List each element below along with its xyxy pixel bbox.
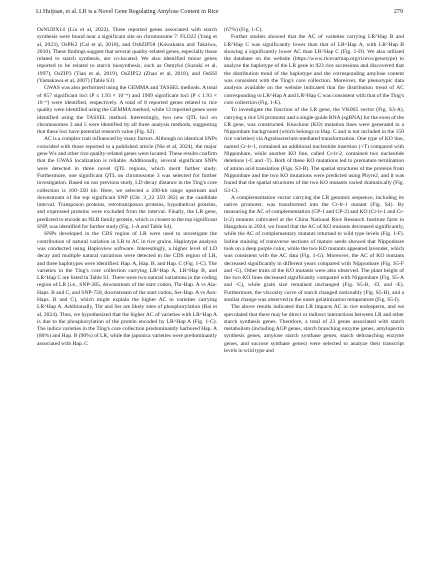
running-title: Li Huijuan, et al. LR is a Novel Gene Regulating Amylose Content in Rice bbox=[36, 9, 219, 15]
paragraph: (67%) (Fig. 1-C). bbox=[224, 27, 263, 33]
paragraph: OsNUDX14 (Liu et al, 2022). Three reported genes associated with starch synthesis were found near a significant site on chromosome 7: FLO22 (Yang et al, 2023), OsPK2 (Cai et al, 2018), and OsbZIP58 (Kawakatsu and Takaiwa, 2010). These findings suggest that several quality-related genes, especially those related to starch synthesis, are co-located. We also identified minor genes reported to be related to starch biosynthesis, such as Osmyb4 (Suzuki et al, 1997), OsZIP3 (Tian et al, 2019), OsZIP52 (Zhao et al, 2018), and OsSSI (Yamakawa et al, 2007) (Table S3). bbox=[37, 27, 217, 85]
paragraph: AC is a complex trait influenced by many factors. Although no identical SNPs coincided with those reported in a published article (Nie et al, 2024), the major gene Wx and other rice quality-related genes were located. These results confirm that the GWAS localization is reliable. Additionally, several significant SNPs were detected in three novel QTL regions, which merit further study. Furthermore, one significant QTL on chromosome 3 was selected for further investigation. Based on our previous study, LD decay distance in the Ting's core collection is 100–350 kb. Here, we selected a 200-kb range upstream and downstream of the top significant SNP (Chr. 3_22 359 382) as the candidate interval. Transposon proteins, retrotransposon proteins, hypothetical proteins, and expressed proteins were excluded from the interval. Finally, the LR gene, predicted to encode an NLR family protein, which is closest to the top significant SNP, was identified for further study (Fig. 1-A and Table S4). bbox=[37, 136, 217, 231]
running-header bbox=[36, 6, 407, 18]
paragraph: A complementation vector carrying the LR genomic sequence, including its native promoter, was transformed into the Cr-lr-1 mutant (Fig. S4). By measuring the AC of complementation (CP-1 and CP-2) and KO (Cr-lr-1 and Cr-lr-2) mutants cultivated at the China National Rice Research Institute farm in Hangzhou in 2024, we found that the AC of KO mutants decreased significantly, while the AC of complementary mutants returned to wild type levels (Fig. 1-F). Iodine staining of transverse sections of mature seeds showed that Nipponbare took on a deep purple color, while the two KO mutants appeared lavender, which was consistent with the AC data (Fig. 1-G). Moreover, the AC of KO mutants decreased significantly in different years compared with Nipponbare (Fig. S5-F and -G). Other traits of the KO mutants were also observed. The plant height of the two KO lines decreased significantly compared with Nipponbare (Fig. S5-A and -C), while grain size remained unchanged (Fig. S5-B, -D, and -E). Furthermore, the viscosity curve of starch changed noticeably (Fig. S5-H), and a similar change was observed in the onset gelatinization temperature (Fig. S5-I). bbox=[224, 194, 404, 303]
paragraph: SNPs developed in the CDS region of LR were used to investigate the contribution of natural variation in LR to AC in rice grains. Haplotype analysis was conducted using Haploview software. Interestingly, a higher level of LD decay and multiple natural variations were detected in the CDS region of LR, and three haplotypes were identified: Hap. A, Hap. B, and Hap. C (Fig. 1-C). The varieties in the Ting's core collection carrying LR^Hap A, LR^Hap B, and LR^Hap C are listed in Table S1. There were two natural variations in the coding region of LR (i.e., SNP-385, downstream of the start codon, Thr-Hap. A vs Ala-Haps. B and C, and SNP-758, downstream of the start codon, Ser-Hap. A vs Asn-Haps. B and C), which might explain the higher AC in varieties carrying LR^Hap A. Additionally, Thr and Ser are likely sites of phosphorylation (Bai et al, 2024). Thus, we hypothesized that the higher AC of varieties with LR^Hap A is due to the phosphorylation of the protein encoded by LR^Hap A (Fig. 1-C). The indica varieties in the Ting's core collection predominantly harbored Hap. A (80%) and Hap. B (90%) of LR, while the japonica varieties were predominantly associated with Hap. C bbox=[37, 231, 217, 347]
page-number: 279 bbox=[393, 9, 403, 15]
paragraph: To investigate the function of the LR gene, the VK005 vector (Fig. S3-A), carrying a rice U6 promoter and a single-guide RNA (sgRNA) for the exon of the LR gene, was constructed. Knockout (KO) mutation lines were generated in a Nipponbare background (which belongs to Hap. C and is not included in the 150 rice varieties) via Agrobacterium-mediated transformation. One type of KO line, named Cr-lr-1, contained an additional nucleotide insertion (+T) compared with Nipponbare, while another KO line, called Cr-lr-2, contained two nucleotide deletions (-C and -T). Both of these KO mutations led to premature termination of amino acid translation (Figs. S3-B). The spatial structures of the proteins from Nipponbare and the two KO mutations were predicted using Phyre2, and it was found that the spatial structures of the two KO mutants varied dramatically (Fig. S3-C). bbox=[224, 107, 404, 194]
paragraph: Further studies showed that the AC of varieties carrying LR^Hap B and LR^Hap C was significantly lower than that of LR^Hap A, with LR^Hap B showing a significantly lower AC than LR^Hap C (Fig. 1-D). We also utilized the database on the website (https://www.ricevarmap.org/ricevo/genotype) to analyze the haplotype of the LR gene in 923 rice accessions and discovered that the distribution trend of the haplotype and the corresponding amylose content was consistent with the Ting's core collection. Moreover, the phenotypic data analysis available on the website indicated that the distribution trend of AC corresponding to LR^Hap A and LR^Hap C was consistent with that of the Ting's core collection (Fig. 1-E). bbox=[224, 34, 404, 106]
right-column bbox=[224, 27, 404, 355]
left-column bbox=[37, 27, 217, 348]
paragraph: The above results indicated that LR impacts AC in rice endosperm, and we speculated that there may be direct or indirect interactions between LR and other starch synthesis genes. Therefore, a total of 23 genes associated with starch metabolism (including AGP genes, starch branching enzyme genes, amylopectin synthesis genes, amylose starch synthase genes, starch debranching enzyme genes, and sucrose synthase genes) were selected to analyze their transcript levels in wild type and bbox=[224, 304, 404, 355]
paragraph: GWAS was also performed using the GEMMA and TASSEL methods. A total of 857 significant loci (P ≤ 1.93 × 10⁻⁶) and 1969 significant loci (P ≤ 1.93 × 10⁻⁶) were identified, respectively. A total of 8 reported genes related to rice quality were identified using the GEMMA method, while 12 reported genes were identified using the TASSEL method. Interestingly, two new QTL loci on chromosomes 3 and 5 were identified by all three analysis methods, suggesting that these loci have potential research value (Fig. S2). bbox=[37, 85, 217, 136]
